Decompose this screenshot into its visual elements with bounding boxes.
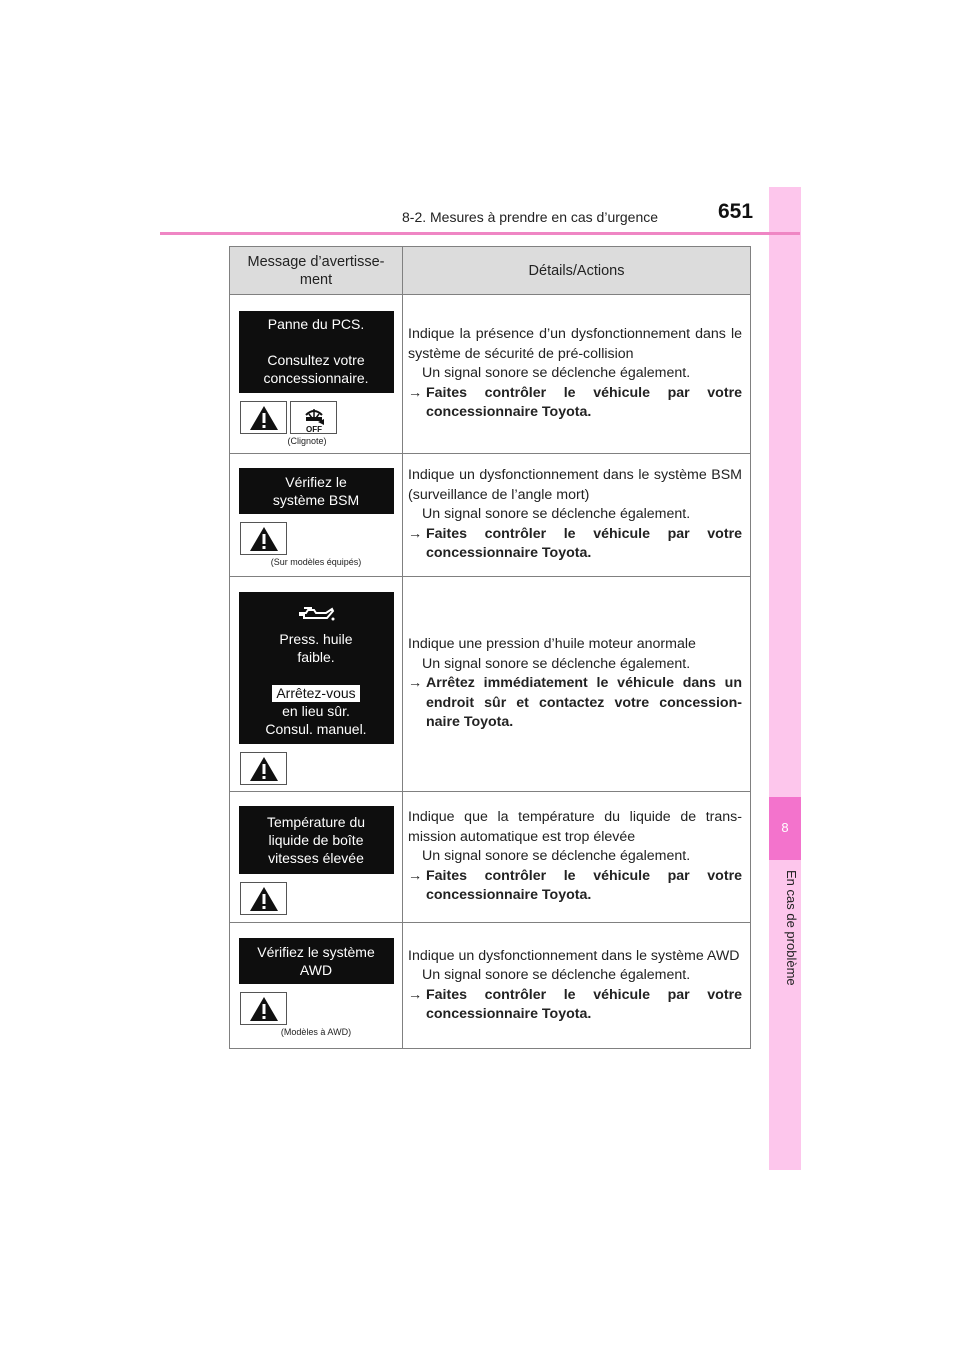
table-row [230,454,751,577]
arrow-icon: → [408,986,423,1003]
table-row [230,923,751,1049]
display-line: AWD [299,962,333,978]
warning-triangle-icon [240,401,287,434]
indicator-icons [240,882,402,915]
display-line: en lieu sûr. [282,703,350,719]
display-highlight: Arrêtez-vous [272,685,359,702]
arrow-icon: → [408,525,423,542]
chapter-side-tab [769,187,801,1170]
action-text: Faites contrôler le véhicule par votre concessionnaire Toyota. [426,384,742,421]
sound-text: Un signal sonore se déclenche également. [422,506,691,523]
display-note: (Clignote) [287,436,327,446]
action-item [408,525,742,564]
details-cell [403,923,751,1049]
details-cell [403,295,751,454]
action-item [408,384,742,423]
display-line: Température du [266,814,366,830]
table-row [230,792,751,923]
details-text: Indique la présence d’un dysfonctionnement dans le système de sécurité de pré-collision [408,326,742,362]
display-line: concessionnaire. [263,370,369,386]
arrow-icon: → [408,384,423,401]
warning-triangle-icon [240,522,287,555]
action-text: Faites contrôler le véhicule par votre concessionnaire Toyota. [426,986,742,1022]
display-note: (Sur modèles équipés) [270,557,362,567]
message-cell [230,577,403,792]
action-text: Faites contrôler le véhicule par votre concessionnaire Toyota. [426,867,742,904]
column-header-message: Message d’avertisse-ment [230,247,403,295]
section-title: 8-2. Mesures à prendre en cas d’urgence [402,209,659,225]
display-line: liquide de boîte [268,832,364,848]
action-item [408,867,742,906]
warning-display [239,806,394,874]
chapter-label: En cas de problème [784,870,799,986]
details-cell [403,792,751,923]
indicator-icons [240,401,402,434]
sound-text: Un signal sonore se déclenche également. [422,848,691,865]
message-cell [230,792,403,923]
warning-triangle-icon [240,992,287,1025]
display-line: Vérifiez le système [257,944,375,960]
message-cell [230,454,403,577]
indicator-icons [240,752,402,785]
warning-display [239,311,394,393]
table-header-row [230,247,751,295]
details-text: Indique que la température du liquide de trans-mission automatique est trop élevée [408,809,742,845]
warning-display [239,592,394,744]
column-header-details: Détails/Actions [403,247,751,295]
display-line: système BSM [272,492,360,508]
display-note: (Modèles à AWD) [280,1027,352,1037]
indicator-icons [240,522,402,555]
chapter-number: 8 [781,820,789,835]
display-line: faible. [297,649,335,665]
sound-text: Un signal sonore se déclenche également. [422,967,691,984]
table-row [230,295,751,454]
details-text: Indique une pression d’huile moteur anormale [408,636,696,653]
oil-can-icon [239,600,394,630]
warning-triangle-icon [240,882,287,915]
warning-display [239,938,394,984]
page-number: 651 [718,200,754,223]
details-cell [403,577,751,792]
message-cell [230,923,403,1049]
display-line: Vérifiez le [285,474,347,490]
arrow-icon: → [408,675,423,692]
warning-triangle-icon [240,752,287,785]
action-text: Faites contrôler le véhicule par votre concessionnaire Toyota. [426,525,742,562]
message-cell [230,295,403,454]
action-item [408,986,742,1025]
display-line: Press. huile [279,631,353,647]
sound-text: Un signal sonore se déclenche également. [422,365,691,382]
arrow-icon: → [408,867,423,884]
warning-message-table [229,246,751,1049]
action-text: Arrêtez immédiatement le véhicule dans un endroit sûr et contactez votre concession-naire Toyota. [426,675,742,731]
table-row [230,577,751,792]
pcs-off-icon [290,401,337,434]
details-text: Indique un dysfonctionnement dans le système BSM (surveillance de l’angle mort) [408,467,742,503]
warning-display [239,468,394,514]
display-line: Panne du PCS. [267,316,365,332]
sound-text: Un signal sonore se déclenche également. [422,655,691,672]
indicator-icons [240,992,402,1025]
details-text: Indique un dysfonctionnement dans le système AWD [408,947,740,964]
display-line: Consultez votre [267,352,365,368]
display-line: Consul. manuel. [265,721,367,737]
details-cell [403,454,751,577]
header-divider [160,232,800,235]
display-line: vitesses élevée [268,850,364,866]
action-item [408,674,742,732]
svg-text:OFF: OFF [305,424,322,433]
